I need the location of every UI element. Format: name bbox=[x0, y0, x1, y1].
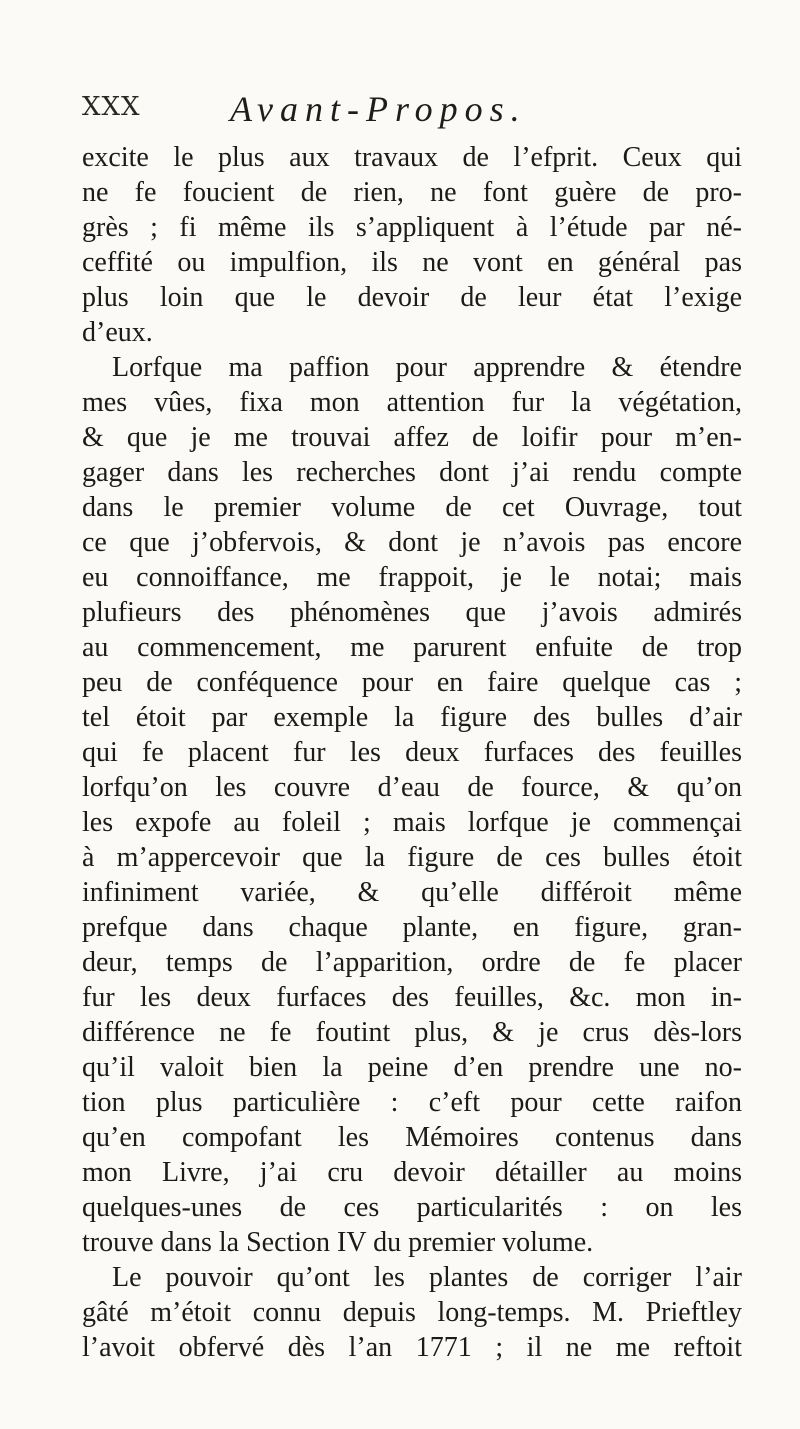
text-line: dans le premier volume de cet Ouvrage, tout bbox=[82, 492, 742, 523]
text-line: eu connoiffance, me frappoit, je le notai; mais bbox=[82, 562, 742, 593]
page-number: XXX bbox=[82, 92, 141, 122]
text-line: excite le plus aux travaux de l’efprit. Ceux qui bbox=[82, 142, 742, 173]
text-line: plus loin que le devoir de leur état l’exige bbox=[82, 282, 742, 313]
text-line: à m’appercevoir que la figure de ces bulles étoit bbox=[82, 842, 742, 873]
text-line: grès ; fi même ils s’appliquent à l’étude par né- bbox=[82, 212, 742, 243]
text-line: Le pouvoir qu’ont les plantes de corriger l’air bbox=[112, 1262, 742, 1293]
text-line: qui fe placent fur les deux furfaces des feuilles bbox=[82, 737, 742, 768]
text-line: gager dans les recherches dont j’ai rendu compte bbox=[82, 457, 742, 488]
text-line: infiniment variée, & qu’elle différoit même bbox=[82, 877, 742, 908]
text-line: prefque dans chaque plante, en figure, gran- bbox=[82, 912, 742, 943]
running-title: Avant-Propos. bbox=[230, 89, 527, 129]
text-line: l’avoit obfervé dès l’an 1771 ; il ne me reftoit bbox=[82, 1332, 742, 1363]
text-line: trouve dans la Section IV du premier volume. bbox=[82, 1227, 594, 1258]
text-line: & que je me trouvai affez de loifir pour m’en- bbox=[82, 422, 742, 453]
text-line: tion plus particulière : c’eft pour cette raifon bbox=[82, 1087, 742, 1118]
text-line: ce que j’obfervois, & dont je n’avois pas encore bbox=[82, 527, 742, 558]
text-line: gâté m’étoit connu depuis long-temps. M. Prieftley bbox=[82, 1297, 742, 1328]
text-line: Lorfque ma paffion pour apprendre & étendre bbox=[112, 352, 742, 383]
text-line: deur, temps de l’apparition, ordre de fe placer bbox=[82, 947, 742, 978]
text-line: qu’en compofant les Mémoires contenus dans bbox=[82, 1122, 742, 1153]
text-line: au commencement, me parurent enfuite de trop bbox=[82, 632, 742, 663]
text-line: quelques-unes de ces particularités : on les bbox=[82, 1192, 742, 1223]
text-line: peu de conféquence pour en faire quelque cas ; bbox=[82, 667, 742, 698]
text-line: tel étoit par exemple la figure des bulles d’air bbox=[82, 702, 742, 733]
text-line: ne fe foucient de rien, ne font guère de pro- bbox=[82, 177, 742, 208]
body-text bbox=[82, 140, 742, 1365]
text-line: fur les deux furfaces des feuilles, &c. mon in- bbox=[82, 982, 742, 1013]
text-line: différence ne fe foutint plus, & je crus dès-lors bbox=[82, 1017, 742, 1048]
text-line: les expofe au foleil ; mais lorfque je commençai bbox=[82, 807, 742, 838]
text-line: ceffité ou impulfion, ils ne vont en général pas bbox=[82, 247, 742, 278]
text-line: qu’il valoit bien la peine d’en prendre une no- bbox=[82, 1052, 742, 1083]
text-line: lorfqu’on les couvre d’eau de fource, & qu’on bbox=[82, 772, 742, 803]
text-line: d’eux. bbox=[82, 317, 153, 348]
text-line: plufieurs des phénomènes que j’avois admirés bbox=[82, 597, 742, 628]
text-line: mes vûes, fixa mon attention fur la végétation, bbox=[82, 387, 742, 418]
text-line: mon Livre, j’ai cru devoir détailler au moins bbox=[82, 1157, 742, 1188]
page-header bbox=[82, 88, 742, 128]
